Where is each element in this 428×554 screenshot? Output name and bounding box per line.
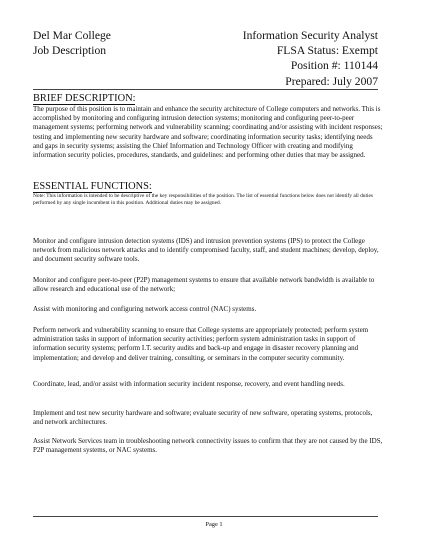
essential-functions-note: Note: This information is intended to be descriptive of the key responsibilities of the position. The list of essential functions below does not identify all duties performed by any single incumbent in this position. Additional duties may be assigned. bbox=[33, 193, 373, 207]
page-number: Page 1 bbox=[205, 521, 223, 528]
footer-rule bbox=[33, 516, 378, 517]
flsa-status: FLSA Status: Exempt bbox=[276, 44, 378, 58]
function-item: Coordinate, lead, and/or assist with information security incident response, recovery, and event handling needs. bbox=[33, 380, 345, 388]
function-item: Assist with monitoring and configuring network access control (NAC) systems. bbox=[33, 305, 257, 313]
prepared-date: Prepared: July 2007 bbox=[285, 74, 378, 88]
position-number: Position #: 110144 bbox=[290, 59, 378, 73]
college-name: Del Mar College bbox=[33, 29, 111, 42]
brief-description-text: The purpose of this position is to maintain and enhance the security architecture of College computers and networks. This is accomplished by monitoring and configuring intrusion detection systems; monitoring and configuring peer-to-peer management systems; performing network and vulnerability scanning; coordinating and/or assisting with incident responses; testing and implementing new security hardware and software; coordinating information security tasks; identifying needs and gaps in security systems; assisting the Chief Information and Technology Officer with creating and modifying information security policies, procedures, standards, and guidelines: and performing other duties that may be assigned. bbox=[33, 105, 383, 160]
function-item: Assist Network Services team in troubleshooting network connectivity issues to confirm that they are not caused by the IDS, P2P management systems, or NAC systems. bbox=[33, 437, 383, 455]
function-item: Monitor and configure intrusion detection systems (IDS) and intrusion prevention systems (IPS) to protect the College network from malicious network attacks and to identify compromised faculty, staff, and student machines; develop, deploy, and document security software tools. bbox=[33, 237, 379, 264]
header-left bbox=[33, 28, 111, 58]
header-rule bbox=[33, 89, 378, 90]
header-right bbox=[243, 28, 378, 89]
essential-functions-heading: ESSENTIAL FUNCTIONS: bbox=[33, 181, 152, 192]
function-item: Perform network and vulnerability scanning to ensure that College systems are appropriately protected; perform system administration tasks in support of information security activities; perform system administration tasks in support of information security systems; perform I.T. security audits and back-up and engage in disaster recovery planning and implementation; and develop and deliver training, consulting, or seminars in the computer security community. bbox=[33, 326, 369, 362]
function-item: Implement and test new security hardware and software; evaluate security of new software, operating systems, protocols, and network architectures. bbox=[33, 409, 373, 427]
function-item: Monitor and configure peer-to-peer (P2P) management systems to ensure that available network bandwidth is available to allow research and educational use of the network; bbox=[33, 276, 375, 294]
job-title: Information Security Analyst bbox=[242, 29, 378, 42]
document-type: Job Description bbox=[33, 44, 107, 58]
brief-description-heading: BRIEF DESCRIPTION: bbox=[33, 93, 136, 104]
